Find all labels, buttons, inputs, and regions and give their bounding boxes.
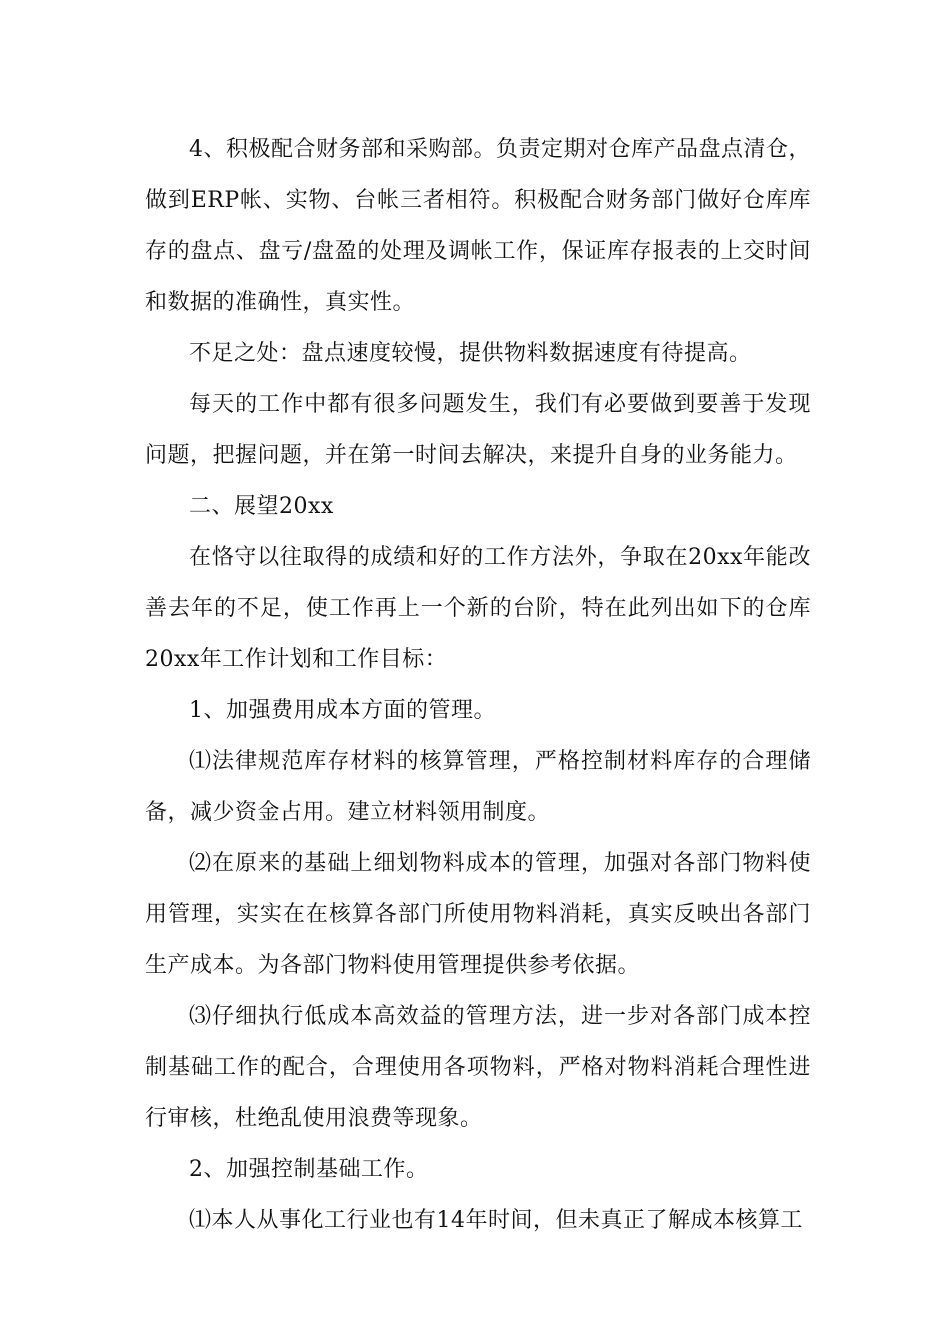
- paragraph-shortcomings: 不足之处：盘点速度较慢，提供物料数据速度有待提高。: [189, 341, 752, 366]
- list-heading-basic-work: 2、加强控制基础工作。: [189, 1157, 429, 1182]
- paragraph-inventory-cooperation: 4、积极配合财务部和采购部。负责定期对仓库产品盘点清仓，做到ERP帐、实物、台帐三者相符。积极配合财务部门做好仓库库存的盘点、盘亏/盘盈的处理及调帐工作，保证库存报表的上交时间和数据的准确性，真实性。: [145, 137, 811, 315]
- document-body: [145, 124, 811, 1246]
- paragraph-outlook-intro: 在恪守以往取得的成绩和好的工作方法外，争取在20xx年能改善去年的不足，使工作再上一个新的台阶，特在此列出如下的仓库20xx年工作计划和工作目标：: [145, 545, 811, 672]
- list-item-cost-1: ⑴法律规范库存材料的核算管理，严格控制材料库存的合理储备，减少资金占用。建立材料领用制度。: [145, 749, 811, 825]
- list-heading-cost-management: 1、加强费用成本方面的管理。: [189, 698, 496, 723]
- list-item-cost-3: ⑶仔细执行低成本高效益的管理方法，进一步对各部门成本控制基础工作的配合，合理使用各项物料，严格对物料消耗合理性进行审核，杜绝乱使用浪费等现象。: [145, 1004, 811, 1131]
- list-item-basic-1: ⑴本人从事化工行业也有14年时间，但未真正了解成本核算工: [189, 1208, 803, 1233]
- paragraph-daily-problems: 每天的工作中都有很多问题发生，我们有必要做到要善于发现问题，把握问题，并在第一时间去解决，来提升自身的业务能力。: [145, 392, 811, 468]
- list-item-cost-2: ⑵在原来的基础上细划物料成本的管理，加强对各部门物料使用管理，实实在在核算各部门所使用物料消耗，真实反映出各部门生产成本。为各部门物料使用管理提供参考依据。: [145, 851, 811, 978]
- section-heading-outlook: 二、展望20xx: [189, 494, 334, 519]
